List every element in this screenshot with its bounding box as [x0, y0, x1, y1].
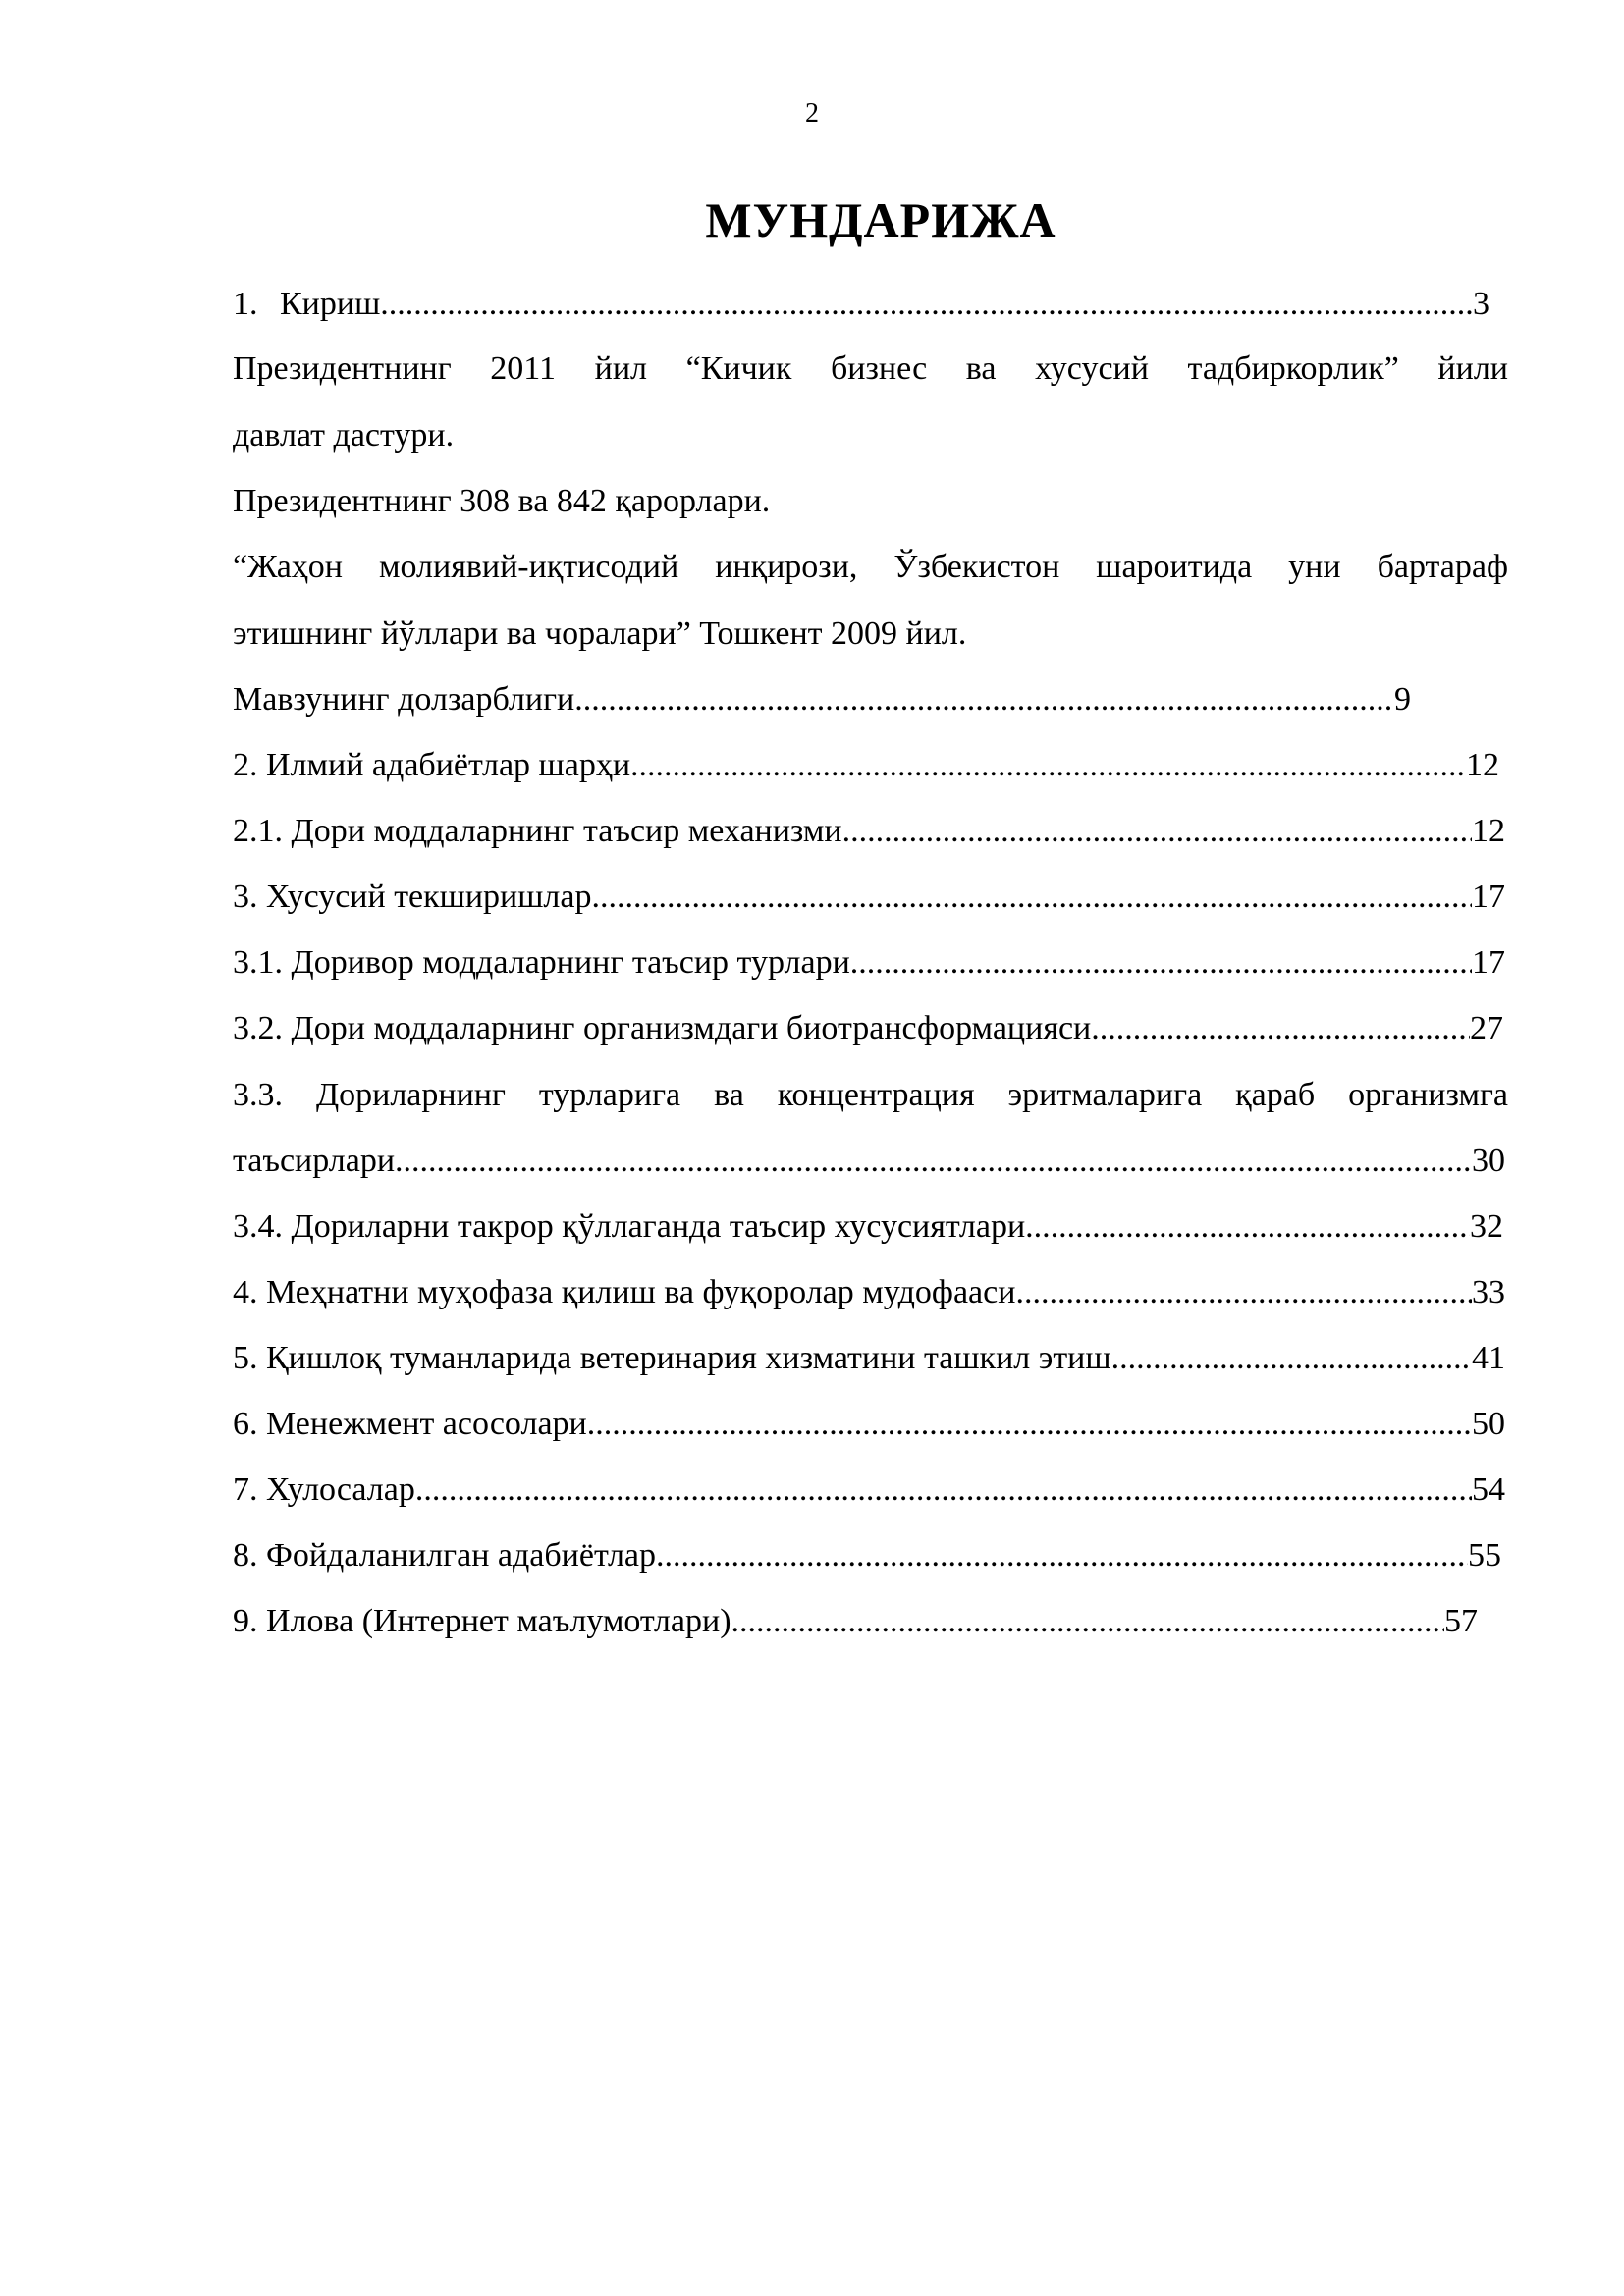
- toc-entry-3-3: [233, 1142, 1505, 1181]
- toc-entry-text: 8. Фойдаланилган адабиётлар: [233, 1537, 657, 1574]
- toc-text-line: этишнинг йўллари ва чоралари” Тошкент 2009 йил.: [233, 615, 967, 652]
- toc-entry-text: 2.1. Дори моддаларнинг таъсир механизми: [233, 813, 842, 849]
- toc-entry-page: 55: [1468, 1537, 1501, 1574]
- toc-entry-page: 27: [1470, 1010, 1503, 1046]
- toc-leader-dots: [656, 1536, 1468, 1575]
- toc-leader-dots: [630, 746, 1466, 785]
- toc-entry-page: 32: [1470, 1208, 1503, 1245]
- toc-entry-3-1: [233, 943, 1505, 983]
- toc-entry-3: [233, 878, 1505, 917]
- toc-entry-3-4: [233, 1207, 1503, 1247]
- toc-leader-dots: [1091, 1009, 1470, 1048]
- toc-entry-page: 33: [1472, 1274, 1505, 1310]
- toc-entry-text: 5. Қишлоқ туманларида ветеринария хизматини ташкил этиш: [233, 1340, 1111, 1376]
- toc-leader-dots: [731, 1602, 1444, 1641]
- toc-entry-number: 1.: [233, 286, 258, 322]
- toc-entry-text: 6. Менежмент асосолари: [233, 1406, 587, 1442]
- toc-leader-dots: [415, 1470, 1472, 1510]
- toc-entry-text: 3.4. Дориларни такрор қўллаганда таъсир хусусиятлари: [233, 1208, 1026, 1245]
- toc-entry-page: 54: [1472, 1471, 1505, 1508]
- toc-text-line: давлат дастури.: [233, 417, 455, 454]
- toc-entry-page: 12: [1466, 747, 1499, 783]
- toc-text-line: Президентнинг 308 ва 842 қарорлари.: [233, 483, 771, 519]
- toc-entry-page: 30: [1472, 1143, 1505, 1179]
- toc-entry-text: 2. Илмий адабиётлар шарҳи: [233, 747, 631, 783]
- toc-entry-4: [233, 1273, 1505, 1312]
- toc-leader-dots: [1015, 1273, 1472, 1312]
- toc-entry-5: [233, 1339, 1505, 1378]
- toc-entry-page: 9: [1394, 681, 1411, 718]
- toc-entry-2-1: [233, 812, 1505, 851]
- toc-entry-2: [233, 746, 1499, 785]
- toc-entry-text: 3.1. Доривор моддаларнинг таъсир турлари: [233, 944, 850, 981]
- toc-entry-page: 17: [1472, 944, 1505, 981]
- toc-leader-dots: [842, 812, 1472, 851]
- toc-entry-page: 50: [1472, 1406, 1505, 1442]
- toc-leader-dots: [395, 1142, 1472, 1181]
- page-number: 2: [805, 98, 819, 129]
- toc-leader-dots: [574, 680, 1394, 720]
- toc-text-line: Президентнинг 2011 йил “Кичик бизнес ва хусусий тадбиркорлик” йили: [233, 350, 1508, 387]
- toc-entry-text: 7. Хулосалар: [233, 1471, 415, 1508]
- toc-text-line: “Жаҳон молиявий-иқтисодий инқирози, Ўзбекистон шароитида уни бартараф: [233, 549, 1508, 585]
- toc-text-line: 3.3. Дориларнинг турларига ва концентрация эритмаларига қараб организмга: [233, 1077, 1508, 1113]
- toc-entry-6: [233, 1405, 1505, 1444]
- toc-leader-dots: [850, 943, 1472, 983]
- toc-entry-text: таъсирлари: [233, 1143, 396, 1179]
- toc-entry-9: [233, 1602, 1478, 1641]
- toc-leader-dots: [380, 285, 1473, 324]
- toc-entry-introduction: [233, 285, 1489, 324]
- toc-entry-text: 9. Илова (Интернет маълумотлари): [233, 1603, 731, 1639]
- toc-entry-text: Кириш: [280, 286, 381, 322]
- toc-leader-dots: [587, 1405, 1472, 1444]
- toc-entry-text: 3. Хусусий текширишлар: [233, 879, 592, 915]
- toc-entry-text: 3.2. Дори моддаларнинг организмдаги биотрансформацияси: [233, 1010, 1092, 1046]
- toc-entry-7: [233, 1470, 1505, 1510]
- toc-leader-dots: [1025, 1207, 1470, 1247]
- toc-entry-page: 17: [1472, 879, 1505, 915]
- toc-entry-8: [233, 1536, 1501, 1575]
- toc-leader-dots: [1111, 1339, 1472, 1378]
- toc-entry-relevance: [233, 680, 1411, 720]
- toc-entry-page: 41: [1472, 1340, 1505, 1376]
- page-title: МУНДАРИЖА: [705, 192, 1056, 247]
- toc-entry-page: 57: [1444, 1603, 1478, 1639]
- toc-leader-dots: [591, 878, 1472, 917]
- toc-entry-text: Мавзунинг долзарблиги: [233, 681, 575, 718]
- toc-entry-3-2: [233, 1009, 1503, 1048]
- toc-entry-text: 4. Меҳнатни муҳофаза қилиш ва фуқоролар мудофааси: [233, 1274, 1016, 1310]
- toc-entry-page: 12: [1472, 813, 1505, 849]
- toc-entry-page: 3: [1473, 286, 1489, 322]
